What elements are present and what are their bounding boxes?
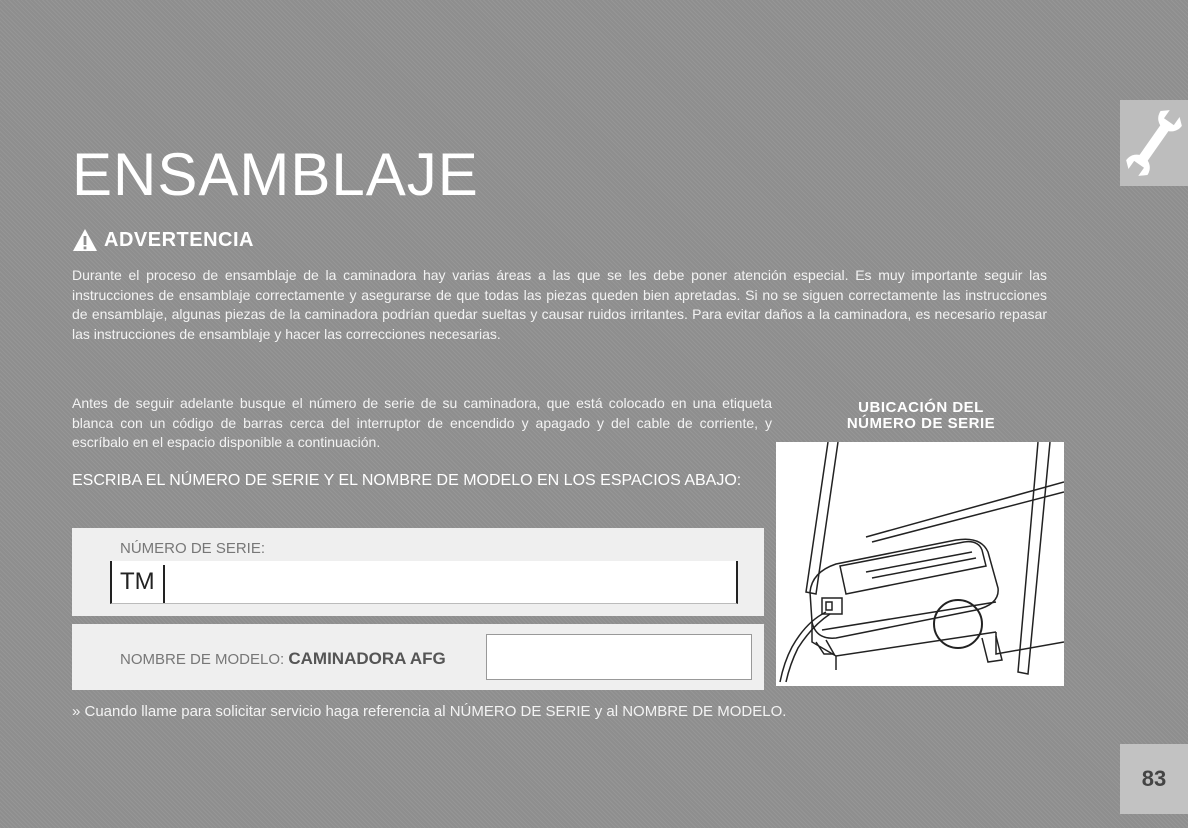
location-title-line2: NÚMERO DE SERIE: [846, 415, 996, 432]
wrench-icon: [1120, 100, 1188, 186]
page-title: ENSAMBLAJE: [72, 141, 479, 209]
warning-label: ADVERTENCIA: [104, 228, 254, 251]
write-prompt: ESCRIBA EL NÚMERO DE SERIE Y EL NOMBRE DE MODELO EN LOS ESPACIOS ABAJO:: [72, 472, 742, 489]
model-name-label: [120, 649, 446, 669]
model-label-text: NOMBRE DE MODELO:: [120, 651, 285, 668]
model-name-value: CAMINADORA AFG: [288, 649, 446, 668]
treadmill-drawing: [776, 442, 1064, 686]
location-title-line1: UBICACIÓN DEL: [858, 399, 984, 416]
section-tab: [1120, 100, 1188, 186]
serial-info-text: Antes de seguir adelante busque el número de serie de su caminadora, que está colocado en una etiqueta blanca con un código de barras cerca del interruptor de encendido y apagado y del cable de corriente, y escríbalo en el espacio disponible a continuación.: [72, 395, 772, 450]
serial-number-label: NÚMERO DE SERIE:: [120, 540, 266, 557]
warning-text: Durante el proceso de ensamblaje de la caminadora hay varias áreas a las que se les debe poner atención especial. Es muy importante seguir las instrucciones de ensamblaje correctamente y asegurarse de que todas las piezas queden bien apretadas. Si no se siguen correctamente las instrucciones de ensamblaje, algunas piezas de la caminadora podrían quedar sueltas y causar ruidos irritantes. Para evitar daños a la caminadora, es necesario repasar las instrucciones de ensamblaje y hacer las correcciones necesarias.: [72, 267, 1047, 342]
warning-heading: [72, 228, 254, 252]
model-name-field[interactable]: [486, 634, 752, 680]
page-number: 83: [1120, 744, 1188, 814]
footnote: » Cuando llame para solicitar servicio haga referencia al NÚMERO DE SERIE y al NOMBRE DE MODELO.: [72, 703, 787, 720]
warning-triangle-icon: [72, 228, 98, 252]
treadmill-illustration: [776, 442, 1064, 686]
model-name-box: [72, 624, 764, 690]
serial-location-title: [776, 400, 1066, 432]
serial-prefix: TM: [120, 565, 165, 603]
serial-number-field[interactable]: [110, 561, 738, 604]
serial-number-box: [72, 528, 764, 616]
